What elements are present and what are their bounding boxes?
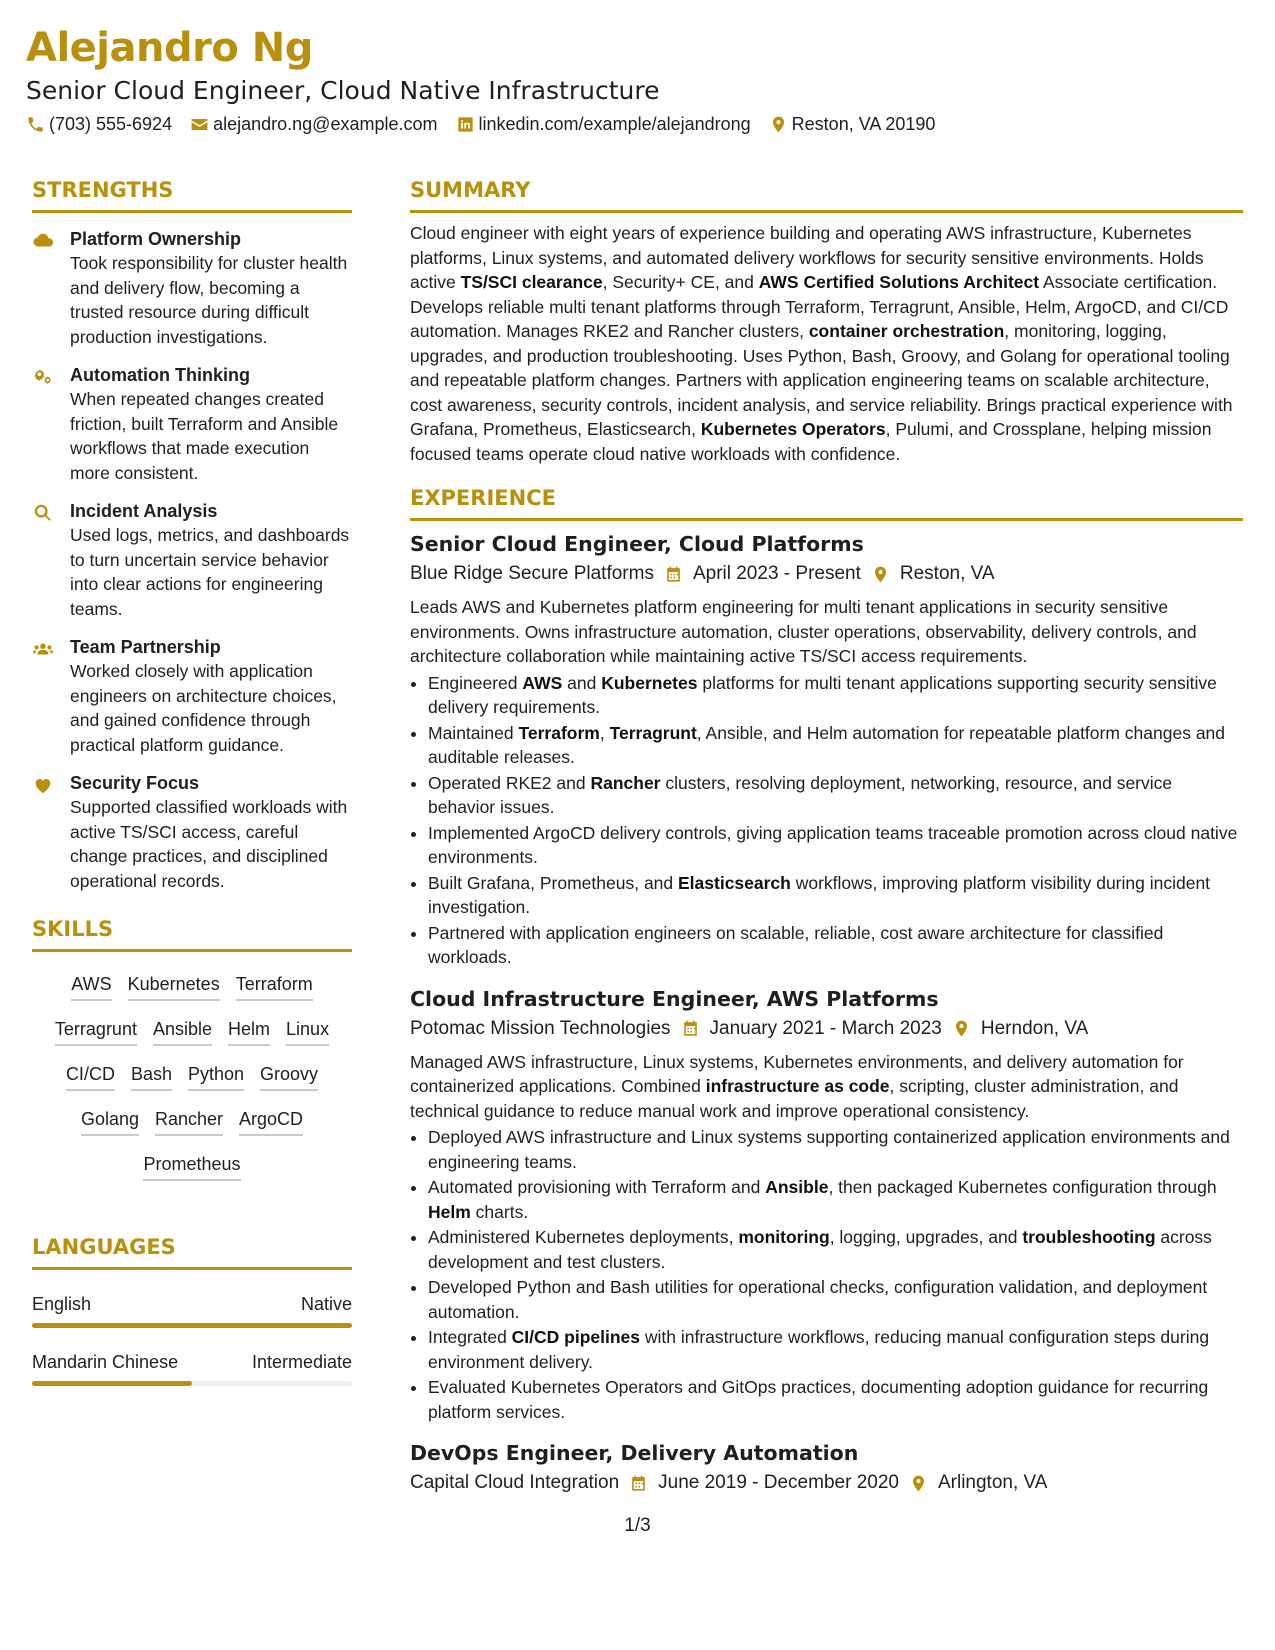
strength-icon-wrap: [32, 635, 70, 757]
skills-row: [32, 962, 352, 1007]
skill-tag: AWS: [71, 971, 111, 1001]
heart-icon: [32, 774, 54, 796]
strength-icon-wrap: [32, 499, 70, 621]
text-run: Integrated: [428, 1327, 512, 1347]
language-level: Intermediate: [251, 1352, 352, 1372]
job-bullet: [428, 721, 1243, 770]
job-location: Herndon, VA: [980, 1017, 1089, 1039]
envelope-icon: [190, 115, 209, 134]
skills-list: [32, 962, 352, 1187]
map-pin-icon-wrap: [871, 565, 890, 584]
skills-row: [32, 1142, 352, 1187]
gears-icon: [32, 366, 54, 388]
skills-heading: SKILLS: [32, 915, 352, 952]
strength-item: [32, 635, 352, 757]
job-dates: January 2021 - March 2023: [709, 1017, 942, 1039]
job-bullet: [428, 1175, 1243, 1224]
job-location: Arlington, VA: [937, 1472, 1048, 1493]
strength-body: [70, 771, 352, 893]
languages-list: [32, 1294, 352, 1386]
skills-row: [32, 1052, 352, 1097]
bold-keyword: Terragrunt: [609, 722, 697, 743]
bold-keyword: AWS: [522, 672, 563, 693]
strength-title: Automation Thinking: [70, 365, 250, 385]
job-description: [410, 1050, 1243, 1124]
map-pin-icon: [871, 565, 890, 584]
candidate-title: Senior Cloud Engineer, Cloud Native Infrastructure: [26, 76, 660, 105]
text-run: ,: [599, 722, 610, 743]
calendar-icon: [681, 1019, 700, 1038]
skill-tag: Prometheus: [143, 1151, 240, 1181]
summary-heading: SUMMARY: [410, 176, 1243, 213]
strength-description: Worked closely with application engineers on architecture choices, and gained confidence through practical platform guidance.: [70, 661, 337, 755]
right-column: [410, 176, 1243, 1498]
left-column: [32, 176, 352, 1386]
strength-description: Supported classified workloads with active TS/SCI access, careful change practices, and disciplined operational records.: [70, 797, 348, 891]
skill-tag: Kubernetes: [128, 971, 220, 1001]
skill-tag: Golang: [81, 1106, 139, 1136]
language-proficiency-bar: [32, 1323, 352, 1328]
bold-keyword: AWS Certified Solutions Architect: [758, 272, 1040, 292]
text-run: Deployed AWS infrastructure and Linux systems supporting containerized application environments and engineering teams.: [428, 1127, 1230, 1172]
text-run: Evaluated Kubernetes Operators and GitOps practices, documenting adoption guidance for recurring platform services.: [428, 1377, 1209, 1422]
job-bullet: [428, 821, 1243, 870]
calendar-icon-wrap: [629, 1474, 648, 1493]
skills-row: [32, 1097, 352, 1142]
job-bullets: [410, 671, 1243, 970]
skill-tag: Groovy: [260, 1061, 318, 1091]
text-run: workflows, improving platform visibility during incident investigation.: [428, 872, 1211, 917]
language-item: [32, 1294, 352, 1328]
strengths-list: [32, 227, 352, 893]
language-name: Mandarin Chinese: [32, 1352, 179, 1372]
job-entry: [410, 529, 1243, 970]
strength-item: [32, 227, 352, 349]
calendar-icon: [664, 565, 683, 584]
strength-body: [70, 635, 352, 757]
text-run: Developed Python and Bash utilities for operational checks, configuration validation, and deployment automation.: [428, 1277, 1208, 1322]
location-text: Reston, VA 20190: [791, 114, 936, 134]
text-run: charts.: [470, 1201, 529, 1222]
skill-tag: Bash: [131, 1061, 172, 1091]
text-run: platforms for multi tenant applications supporting security sensitive delivery requirements.: [428, 672, 1217, 717]
job-dates: April 2023 - Present: [692, 563, 861, 584]
job-bullet: [428, 1125, 1243, 1174]
text-run: with infrastructure workflows, reducing manual configuration steps during environment delivery.: [428, 1327, 1210, 1372]
calendar-icon-wrap: [681, 1019, 700, 1038]
bold-keyword: troubleshooting: [1022, 1227, 1156, 1247]
job-bullet: [428, 1325, 1243, 1374]
map-pin-icon: [909, 1474, 928, 1493]
contact-phone: [26, 114, 172, 135]
email-link[interactable]: alejandro.ng@example.com: [213, 114, 438, 134]
strength-icon-wrap: [32, 363, 70, 485]
job-entry: [410, 984, 1243, 1425]
strength-body: [70, 363, 352, 485]
text-run: , monitoring, logging, upgrades, and production troubleshooting. Uses Python, Bash, Groovy, and Golang for operational tooling and repeatable platform changes. Partners with application engineering teams on scalable architecture, cost awareness, security controls, incident analysis, and service reliability. Brings practical experience with Grafana, Prometheus, Elasticsearch,: [410, 321, 1233, 439]
job-location: Reston, VA: [899, 563, 995, 584]
contact-location: [769, 114, 936, 135]
skill-tag: Helm: [228, 1016, 270, 1046]
job-company: Potomac Mission Technologies: [410, 1017, 671, 1039]
strength-body: [70, 499, 352, 621]
text-run: Managed AWS infrastructure, Linux systems, Kubernetes environments, and delivery automation for containerized applications. Combined: [410, 1051, 1184, 1096]
bold-keyword: Elasticsearch: [678, 872, 791, 893]
calendar-icon-wrap: [664, 565, 683, 584]
languages-heading: LANGUAGES: [32, 1233, 352, 1270]
job-meta: [410, 559, 1243, 589]
text-run: , Ansible, and Helm automation for repeatable platform changes and auditable releases.: [428, 722, 1226, 767]
text-run: , logging, upgrades, and: [829, 1227, 1023, 1247]
skill-tag: Python: [188, 1061, 244, 1091]
bold-keyword: CI/CD pipelines: [511, 1327, 641, 1347]
strength-description: Used logs, metrics, and dashboards to turn uncertain service behavior into clear actions for engineering teams.: [70, 525, 350, 619]
linkedin-link[interactable]: linkedin.com/example/alejandrong: [478, 114, 751, 134]
job-meta: [410, 1468, 1243, 1498]
language-level: Native: [300, 1294, 352, 1314]
text-run: , Pulumi, and Crossplane, helping mission focused teams operate cloud native workloads with confidence.: [410, 419, 1212, 464]
strength-item: [32, 499, 352, 621]
candidate-name: Alejandro Ng: [26, 25, 313, 71]
language-row: [32, 1352, 352, 1373]
page-number: 1/3: [624, 1515, 651, 1536]
job-dates: June 2019 - December 2020: [658, 1472, 899, 1493]
skill-tag: Terraform: [236, 971, 313, 1001]
language-proficiency-bar: [32, 1381, 352, 1386]
job-bullet: [428, 671, 1243, 720]
skill-tag: Rancher: [155, 1106, 223, 1136]
strength-icon-wrap: [32, 771, 70, 893]
text-run: Administered Kubernetes deployments,: [428, 1227, 739, 1247]
contact-email[interactable]: [190, 114, 437, 135]
map-pin-icon: [952, 1019, 971, 1038]
job-company: Blue Ridge Secure Platforms: [410, 563, 654, 584]
strength-item: [32, 771, 352, 893]
users-icon: [32, 638, 54, 660]
text-run: and: [562, 672, 602, 693]
job-bullet: [428, 1275, 1243, 1324]
bold-keyword: Kubernetes: [601, 672, 698, 693]
skill-tag: CI/CD: [66, 1061, 115, 1091]
search-icon: [32, 502, 54, 524]
language-name: English: [32, 1294, 92, 1314]
bold-keyword: TS/SCI clearance: [460, 272, 603, 292]
language-proficiency-fill: [32, 1323, 352, 1328]
job-title: Senior Cloud Engineer, Cloud Platforms: [410, 532, 864, 556]
strength-title: Incident Analysis: [70, 501, 218, 521]
job-bullet: [428, 871, 1243, 920]
text-run: , then packaged Kubernetes configuration through: [828, 1177, 1217, 1197]
bold-keyword: monitoring: [738, 1227, 830, 1247]
contact-linkedin[interactable]: [456, 114, 751, 135]
bold-keyword: Rancher: [590, 772, 661, 793]
bold-keyword: Helm: [428, 1201, 471, 1222]
skill-tag: Ansible: [153, 1016, 212, 1046]
resume-header: [26, 22, 1245, 135]
strength-body: [70, 227, 352, 349]
experience-list: [410, 529, 1243, 1498]
skills-row: [32, 1007, 352, 1052]
text-run: Partnered with application engineers on scalable, reliable, cost aware architecture for classified workloads.: [428, 922, 1164, 967]
cloud-icon: [32, 230, 54, 252]
strength-title: Team Partnership: [70, 637, 221, 657]
job-entry: [410, 1438, 1243, 1498]
strength-item: [32, 363, 352, 485]
text-run: Implemented ArgoCD delivery controls, giving application teams traceable promotion across cloud native environments.: [428, 822, 1238, 867]
strength-description: Took responsibility for cluster health and delivery flow, becoming a trusted resource during difficult production investigations.: [70, 253, 348, 347]
experience-heading: EXPERIENCE: [410, 484, 1243, 521]
skill-tag: Linux: [286, 1016, 329, 1046]
strength-icon-wrap: [32, 227, 70, 349]
text-run: Maintained: [428, 722, 519, 743]
job-bullet: [428, 1225, 1243, 1274]
strength-title: Security Focus: [70, 773, 200, 793]
job-company: Capital Cloud Integration: [410, 1472, 620, 1493]
skill-tag: Terragrunt: [55, 1016, 137, 1046]
strength-description: When repeated changes created friction, built Terraform and Ansible workflows that made execution more consistent.: [70, 389, 339, 483]
text-run: Cloud engineer with eight years of experience building and operating AWS infrastructure, Kubernetes platforms, Linux systems, and automated delivery workflows for security sensitive environments. Holds active: [410, 223, 1204, 292]
strength-title: Platform Ownership: [70, 229, 242, 249]
job-bullet: [428, 921, 1243, 970]
bold-keyword: Kubernetes Operators: [700, 419, 886, 439]
text-run: , scripting, cluster administration, and technical guidance to reduce manual work and improve operational consistency.: [410, 1076, 1179, 1121]
job-bullets: [410, 1125, 1243, 1424]
text-run: Engineered: [428, 672, 523, 693]
text-run: Associate certification. Develops reliable multi tenant platforms through Terraform, Terragrunt, Ansible, Helm, ArgoCD, and CI/CD automation. Manages RKE2 and Rancher clusters,: [410, 272, 1229, 341]
job-description: Leads AWS and Kubernetes platform engineering for multi tenant applications in security sensitive environments. Owns infrastructure automation, cluster operations, observability, delivery controls, and architecture collaboration while maintaining active TS/SCI access requirements.: [410, 597, 1197, 666]
map-pin-icon-wrap: [952, 1019, 971, 1038]
text-run: Built Grafana, Prometheus, and: [428, 872, 678, 893]
summary-text: [410, 221, 1243, 466]
language-item: [32, 1352, 352, 1386]
job-meta: [410, 1014, 1243, 1044]
job-title: DevOps Engineer, Delivery Automation: [410, 1441, 859, 1465]
skill-tag: ArgoCD: [239, 1106, 303, 1136]
map-pin-icon-wrap: [909, 1474, 928, 1493]
map-pin-icon: [769, 115, 788, 134]
language-proficiency-fill: [32, 1381, 192, 1386]
job-bullet: [428, 1375, 1243, 1424]
text-run: across development and test clusters.: [428, 1227, 1212, 1272]
job-bullet: [428, 771, 1243, 820]
contact-bar: [26, 114, 1245, 135]
bold-keyword: Terraform: [518, 722, 600, 743]
linkedin-icon: [456, 115, 475, 134]
text-run: Automated provisioning with Terraform and: [428, 1177, 766, 1197]
phone-text: (703) 555-6924: [49, 114, 173, 134]
strengths-heading: STRENGTHS: [32, 176, 352, 213]
bold-keyword: infrastructure as code: [705, 1076, 890, 1096]
calendar-icon: [629, 1474, 648, 1493]
bold-keyword: container orchestration: [808, 321, 1005, 341]
language-row: [32, 1294, 352, 1315]
text-run: Operated RKE2 and: [428, 772, 591, 793]
bold-keyword: Ansible: [765, 1177, 829, 1197]
job-title: Cloud Infrastructure Engineer, AWS Platforms: [410, 986, 939, 1011]
text-run: , Security+ CE, and: [602, 272, 759, 292]
phone-icon: [26, 115, 45, 134]
text-run: clusters, resolving deployment, networking, resource, and service behavior issues.: [428, 772, 1173, 817]
